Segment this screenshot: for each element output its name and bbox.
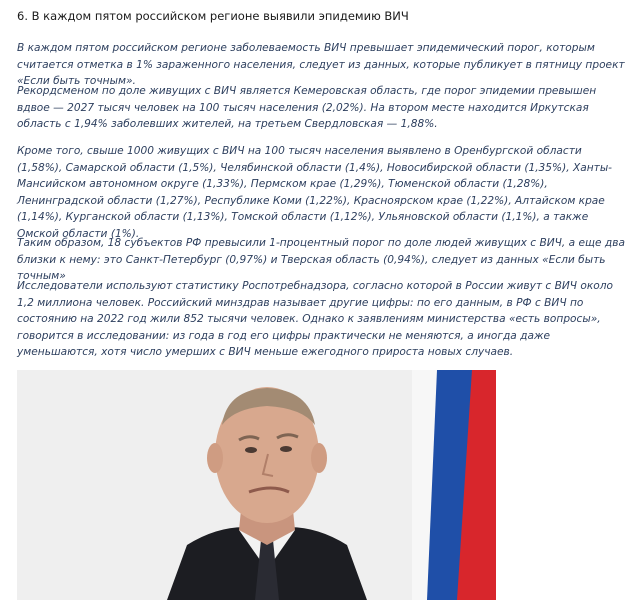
paragraph-statistics: Исследователи используют статистику Роспотребнадзора, согласно которой в России живут с ВИЧ около 1,2 миллиона человек. Российский минздрав называет другие цифры: по его данным, в РФ с ВИЧ по состоянию на 2022 год жили 852 тысячи человек. Однако к заявлениям министерства «есть вопросы», говорится в исследовании: из года в год его цифры практически не меняются, а иногда даже уменьшаются, хотя число умерших с ВИЧ меньше ежегодного прироста новых случаев. <box>17 280 614 358</box>
article-photo <box>17 370 496 600</box>
photo-illustration <box>17 370 496 600</box>
paragraph-leaders: Рекордсменом по доле живущих с ВИЧ является Кемеровская область, где порог эпидемии превышен вдвое — 2027 тысяч человек на 100 тысяч населения (2,02%). На втором месте находится Иркутская область с 1,94% заболевших жителей, на третьем Свердловская — 1,88%. <box>17 85 597 130</box>
left-ear <box>207 443 223 473</box>
right-ear <box>311 443 327 473</box>
paragraph-regions-list: Кроме того, свыше 1000 живущих с ВИЧ на 100 тысяч населения выявлено в Оренбургской области (1,58%), Самарской области (1,5%), Челябинской области (1,4%), Новосибирской области (1,35%), Ханты-Мансийском автономном округе (1,33%), Пермском крае (1,29%), Тюменской области (1,28%), Ленинградской области (1,27%), Республике Коми (1,22%), Красноярском крае (1,22%), Алтайском крае (1,14%), Курганской области (1,13%), Томской области (1,12%), Ульяновской области (1,1%), а также Омской области (1%). <box>17 145 613 240</box>
article-heading: 6. В каждом пятом российском регионе выявили эпидемию ВИЧ <box>17 9 409 23</box>
paragraph-intro: В каждом пятом российском регионе заболеваемость ВИЧ превышает эпидемический порог, которым считается отметка в 1% зараженного населения, следует из данных, которые публикует в пятницу проект «Если быть точным». <box>17 42 625 87</box>
right-eye <box>280 446 292 452</box>
left-eye <box>245 447 257 453</box>
paragraph-summary: Таким образом, 18 субъектов РФ превысили 1-процентный порог по доле людей живущих с ВИЧ, а еще два близки к нему: это Санкт-Петербург (0,97%) и Тверская область (0,94%), следует из данных «Если быть точным» <box>17 237 625 282</box>
